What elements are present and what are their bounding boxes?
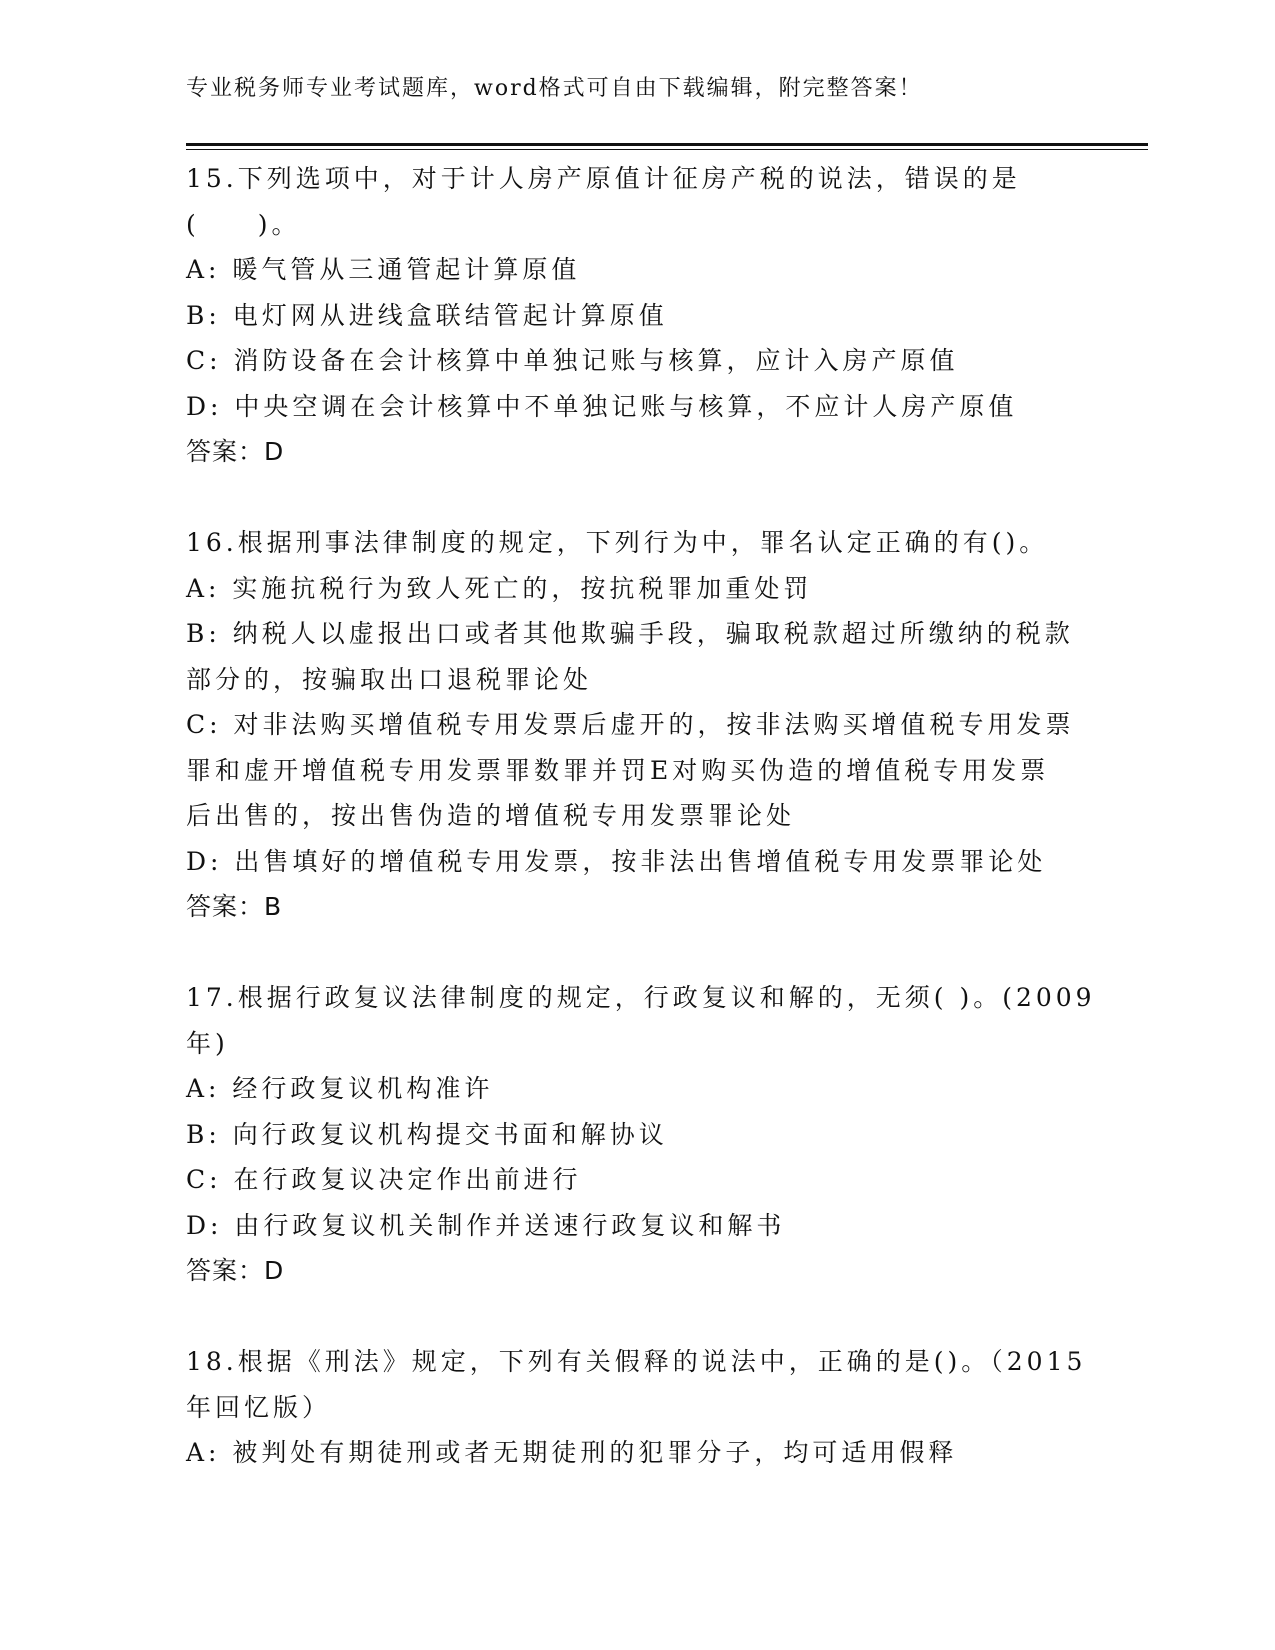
- question-gap: [186, 1294, 1076, 1340]
- question-block: [186, 975, 1096, 1294]
- document-header: 专业税务师专业考试题库，word格式可自由下载编辑，附完整答案！: [186, 76, 923, 101]
- answer-key: 答案：B: [186, 892, 283, 921]
- answer-option: 罪和虚开增值税专用发票罪数罪并罚E对购买伪造的增值税专用发票: [186, 755, 1050, 785]
- header-rule-thick: [186, 143, 1148, 146]
- question-gap: [186, 930, 1076, 976]
- question-stem: 年回忆版）: [186, 1392, 332, 1422]
- question-stem: ( )。: [186, 209, 301, 239]
- question-block: [186, 156, 1076, 475]
- header-rule-thin: [186, 149, 1148, 150]
- answer-option: B: 电灯网从进线盒联结管起计算原值: [186, 300, 668, 330]
- question-block: [186, 520, 1076, 930]
- answer-option: 后出售的，按出售伪造的增值税专用发票罪论处: [186, 801, 796, 830]
- question-gap: [186, 475, 1076, 521]
- answer-option: C: 对非法购买增值税专用发票后虚开的，按非法购买增值税专用发票: [186, 710, 1075, 739]
- answer-option: D: 由行政复议机关制作并送速行政复议和解书: [186, 1210, 786, 1240]
- question-stem: 17.根据行政复议法律制度的规定，行政复议和解的，无须( )。(2009: [186, 983, 1096, 1012]
- answer-option: A: 经行政复议机构准许: [186, 1074, 494, 1103]
- question-stem: 15.下列选项中，对于计人房产原值计征房产税的说法，错误的是: [186, 164, 1021, 193]
- answer-option: A: 被判处有期徒刑或者无期徒刑的犯罪分子，均可适用假释: [186, 1438, 958, 1467]
- answer-option: D: 中央空调在会计核算中不单独记账与核算，不应计人房产原值: [186, 391, 1018, 421]
- question-stem: 16.根据刑事法律制度的规定，下列行为中，罪名认定正确的有()。: [186, 528, 1049, 557]
- answer-option: A: 实施抗税行为致人死亡的，按抗税罪加重处罚: [186, 573, 813, 603]
- question-stem: 年): [186, 1028, 229, 1058]
- answer-option: B: 向行政复议机构提交书面和解协议: [186, 1119, 668, 1149]
- question-block: [186, 1339, 1087, 1476]
- answer-option: 部分的，按骗取出口退税罪论处: [186, 664, 593, 694]
- answer-key: 答案：D: [186, 437, 285, 466]
- answer-option: B: 纳税人以虚报出口或者其他欺骗手段，骗取税款超过所缴纳的税款: [186, 619, 1074, 648]
- answer-option: A: 暖气管从三通管起计算原值: [186, 255, 581, 284]
- question-list: [186, 156, 1096, 1476]
- answer-key: 答案：D: [186, 1256, 285, 1285]
- answer-option: C: 在行政复议决定作出前进行: [186, 1165, 582, 1194]
- answer-option: D: 出售填好的增值税专用发票，按非法出售增值税专用发票罪论处: [186, 846, 1047, 876]
- question-stem: 18.根据《刑法》规定，下列有关假释的说法中，正确的是()。（2015: [186, 1347, 1087, 1376]
- answer-option: C: 消防设备在会计核算中单独记账与核算，应计入房产原值: [186, 346, 959, 375]
